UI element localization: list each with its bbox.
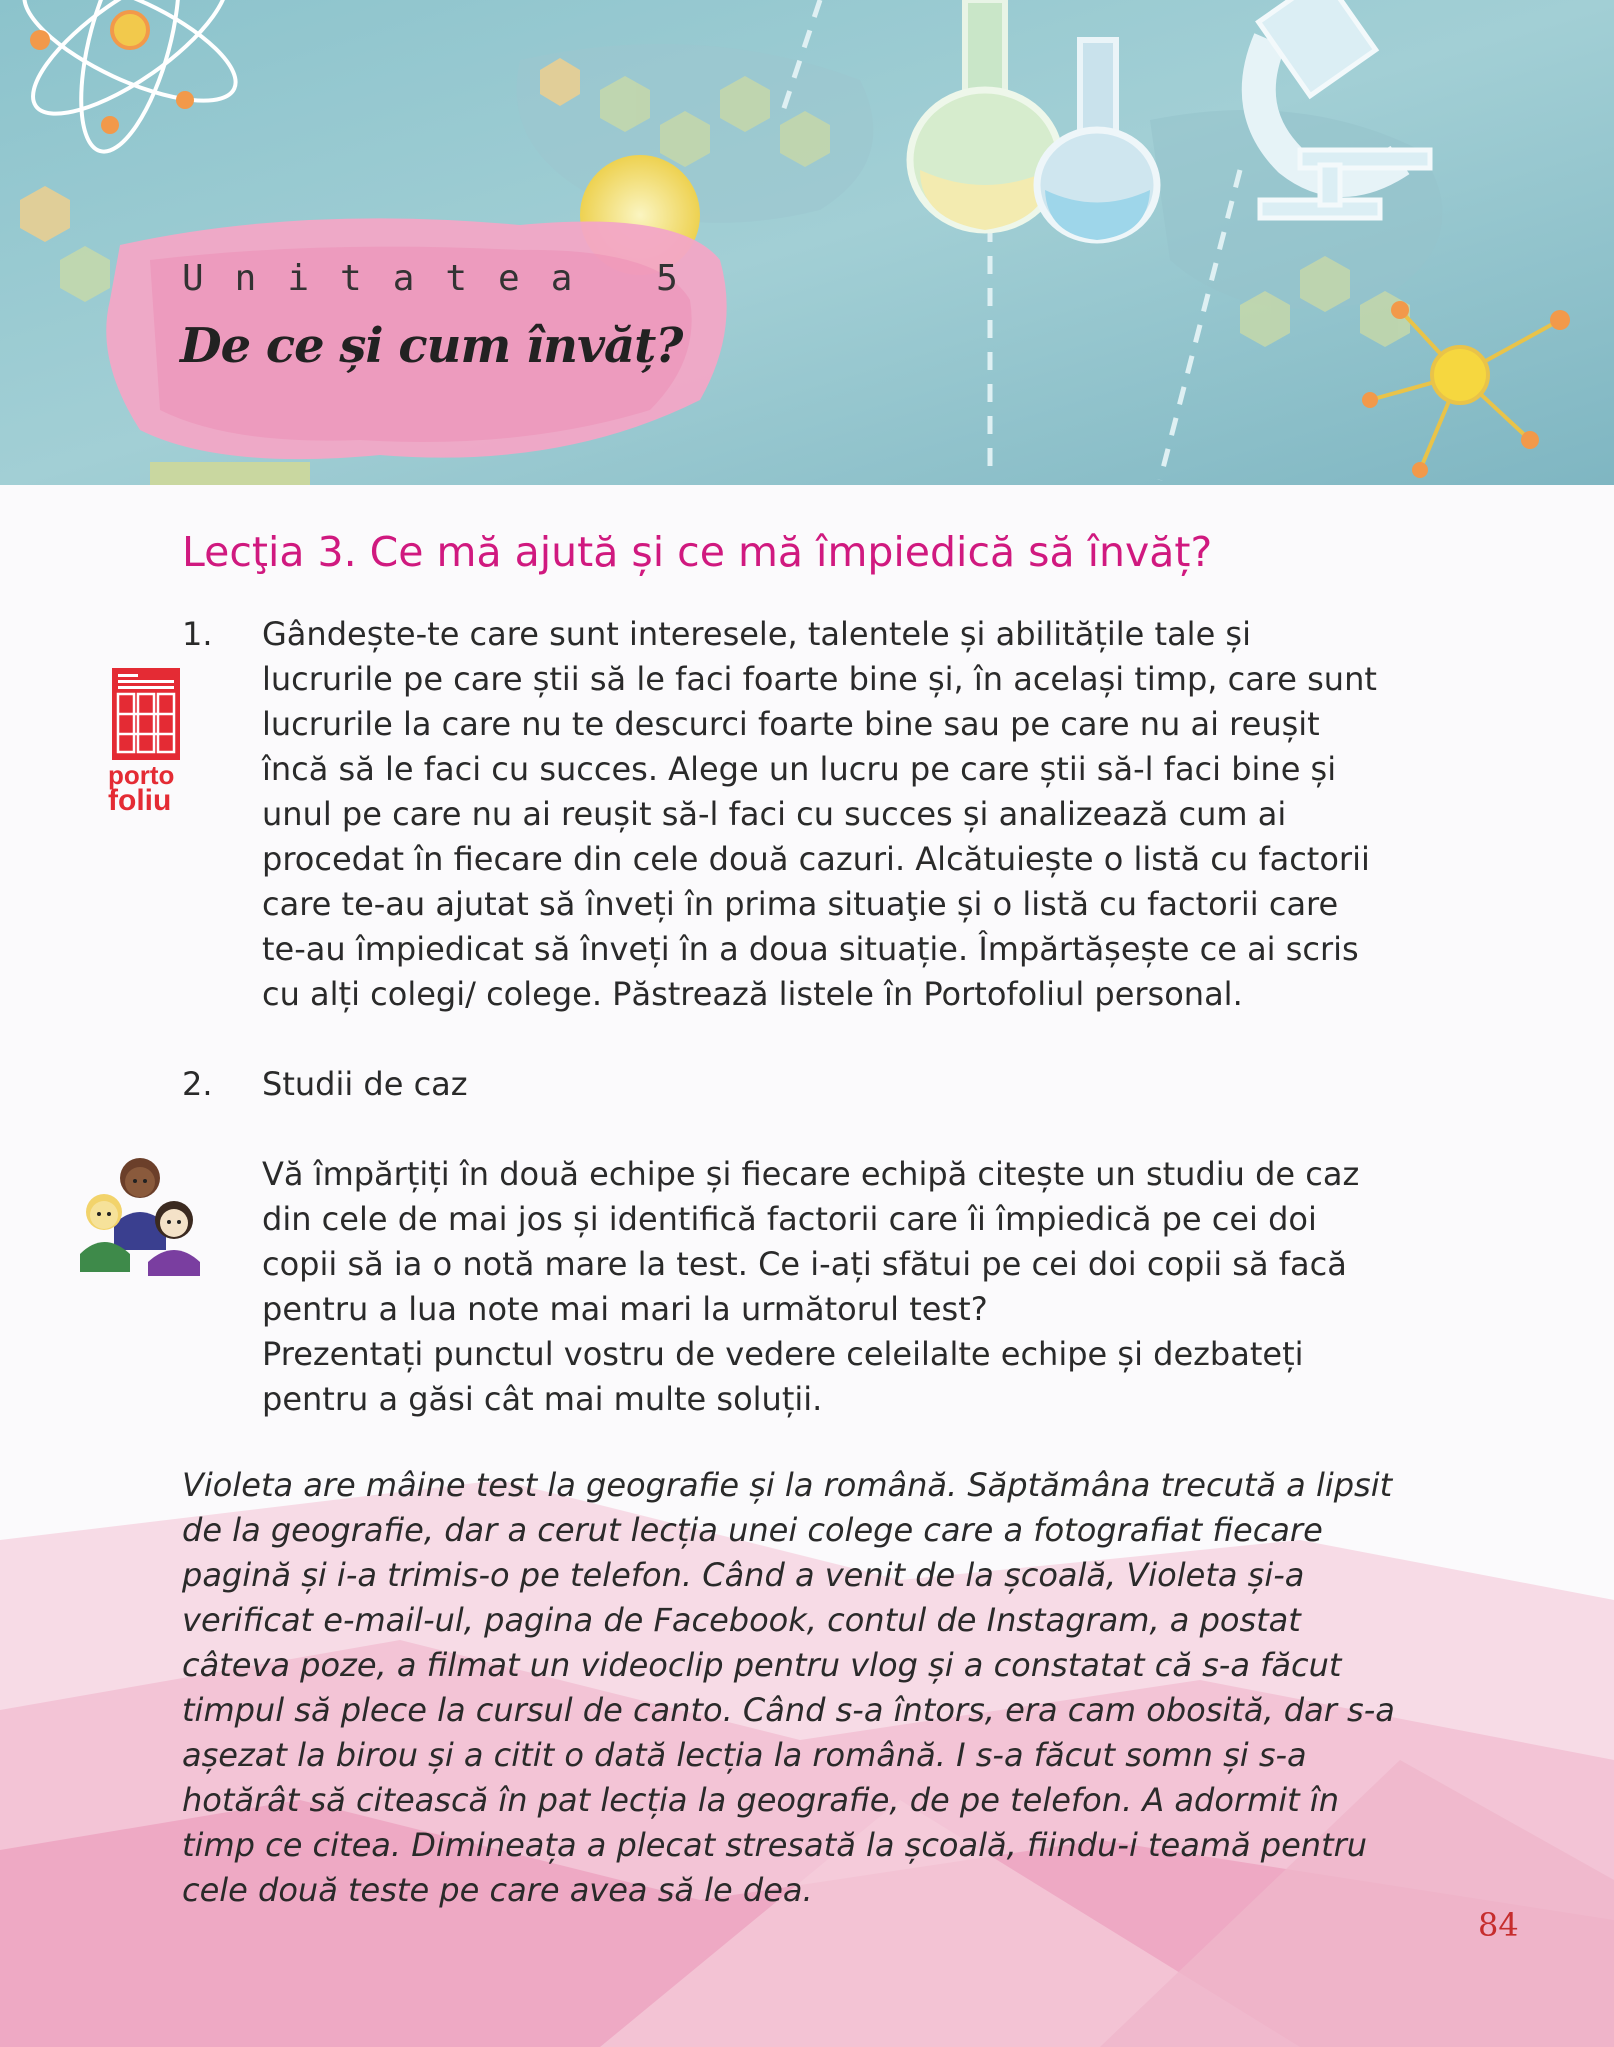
exercise-2-text: Vă împărțiți în două echipe și fiecare echipă citește un studiu de caz din cele de mai jos și identifică factorii care îi împiedică pe cei doi copii să ia o notă mare la test. Ce i-ați sfătui pe cei doi copii să facă pentru a lua note mai mari la următorul test? Prezentați punctul vostru de vedere celeilalte echipe și dezbateți pentru a găsi cât mai multe soluții.: [262, 1155, 1360, 1418]
unit-title: De ce și cum învăț?: [180, 318, 683, 374]
exercise-2-number: 2.: [182, 1065, 213, 1103]
lesson-title: Lecţia 3. Ce mă ajută și ce mă împiedică să învăț?: [182, 528, 1213, 576]
page-number: 84: [1478, 1906, 1519, 1944]
portfolio-icon: [106, 664, 186, 824]
portfolio-label-2: foliu: [108, 784, 172, 817]
case-study-text: Violeta are mâine test la geografie și la română. Săptămâna trecută a lipsit de la geografie, dar a cerut lecția unei colege care a fotografiat fiecare pagină și i-a trimis-o pe telefon. Când a venit de la școală, Violeta și-a verificat e-mail-ul, pagina de Facebook, contul de Instagram, a postat câteva poze, a filmat un videoclip pentru vlog și a constatat că s-a făcut timpul să plece la cursul de canto. Când s-a întors, era cam obosită, dar s-a așezat la birou și a citit o dată lecția la română. I s-a făcut somn și s-a hotărât să citească în pat lecția la geografie, de pe telefon. A adormit în timp ce citea. Dimineața a plecat stresată la școală, fiindu-i teamă pentru cele două teste pe care avea să le dea.: [182, 1466, 1395, 1909]
exercise-1-text: Gândește-te care sunt interesele, talentele și abilitățile tale și lucrurile pe care știi să le faci foarte bine și, în același timp, care sunt lucrurile la care nu te descurci foarte bine sau pe care nu ai reușit încă să le faci cu succes. Alege un lucru pe care știi să-l faci bine și unul pe care nu ai reușit să-l faci cu succes și analizează cum ai procedat în fiecare din cele două cazuri. Alcătuiește o listă cu factorii care te-au ajutat să înveți în prima situaţie și o listă cu factorii care te-au împiedicat să înveți în a doua situație. Împărtășește ce ai scris cu alți colegi/ colege. Păstrează listele în Portofoliul personal.: [262, 615, 1377, 1013]
unit-label: Unitatea 5: [182, 258, 709, 299]
group-icon: [74, 1154, 208, 1276]
portfolio-label-1: porto: [108, 760, 175, 790]
header-illustration: [0, 0, 1614, 485]
exercise-1-number: 1.: [182, 615, 213, 653]
exercise-2-heading: Studii de caz: [262, 1065, 468, 1103]
